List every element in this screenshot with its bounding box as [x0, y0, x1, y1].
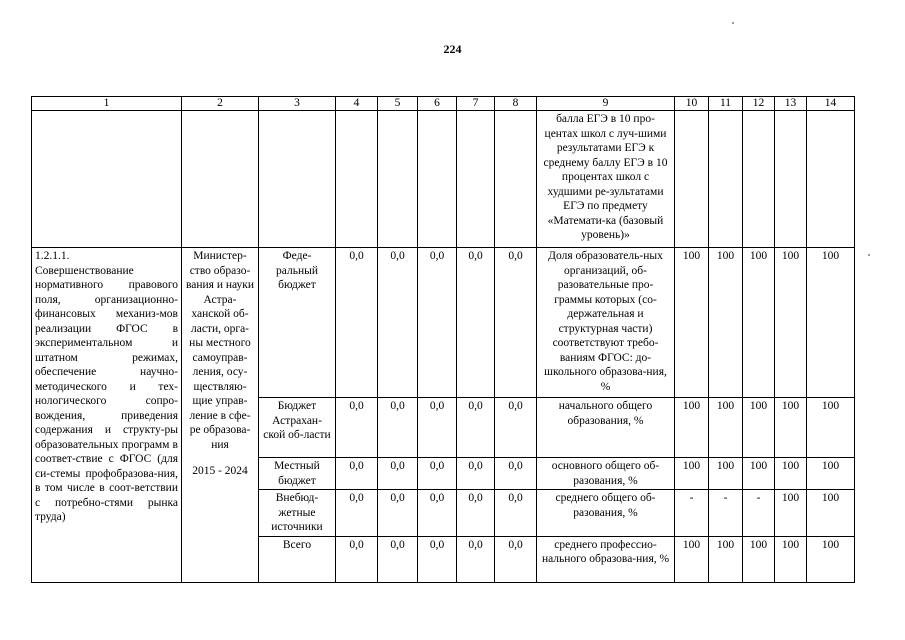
- measure-code: 1.2.1.1.: [35, 250, 70, 262]
- value-cell: 0,0: [495, 490, 537, 537]
- header-cell: 11: [709, 97, 743, 111]
- value-cell: 0,0: [457, 248, 495, 398]
- value-cell: 0,0: [336, 536, 378, 582]
- header-cell: 12: [743, 97, 775, 111]
- header-cell: 14: [807, 97, 855, 111]
- value-cell: 0,0: [495, 458, 537, 490]
- funding-source: Феде-ральный бюджет: [259, 248, 336, 398]
- value-cell: 0,0: [378, 248, 418, 398]
- value-cell: 0,0: [378, 458, 418, 490]
- target-cell: 100: [807, 490, 855, 537]
- empty-cell: [675, 111, 709, 248]
- funding-source: Внебюд-жетные источники: [259, 490, 336, 537]
- target-cell: -: [675, 490, 709, 537]
- header-cell: 1: [32, 97, 182, 111]
- indicator-cell: начального общего образования, %: [537, 398, 675, 458]
- header-cell: 3: [259, 97, 336, 111]
- value-cell: 0,0: [457, 458, 495, 490]
- value-cell: 0,0: [336, 398, 378, 458]
- years-text: 2015 - 2024: [192, 465, 248, 477]
- scan-speck: [732, 22, 734, 24]
- value-cell: 0,0: [378, 490, 418, 537]
- target-cell: 100: [775, 536, 807, 582]
- measure-cell: [32, 248, 182, 583]
- target-cell: 100: [743, 458, 775, 490]
- empty-cell: [775, 111, 807, 248]
- funding-source: Всего: [259, 536, 336, 582]
- target-cell: 100: [743, 248, 775, 398]
- value-cell: 0,0: [418, 536, 457, 582]
- value-cell: 0,0: [457, 536, 495, 582]
- value-cell: 0,0: [378, 398, 418, 458]
- continuation-row: [32, 111, 855, 248]
- target-cell: 100: [775, 398, 807, 458]
- target-cell: 100: [675, 398, 709, 458]
- measure-title: Совершенствование нормативного правового поля, организационно-финансовых механиз-мов реализации ФГОС в экспериментальном и штатном режимах, обеспечение научно-методического и тех-нологического сопро-вождения, приведения содержания и структу-ры образовательных программ в соответ-ствие с ФГОС (для си-стемы профобразова-ния, в том числе в соот-ветствии с потребно-стями рынка труда): [35, 264, 178, 523]
- header-cell: 8: [495, 97, 537, 111]
- program-table: [31, 96, 855, 583]
- header-cell: 5: [378, 97, 418, 111]
- scan-speck: [868, 254, 870, 256]
- target-cell: 100: [743, 398, 775, 458]
- empty-cell: [182, 111, 259, 248]
- empty-cell: [418, 111, 457, 248]
- funding-source: Бюджет Астрахан-ской об-ласти: [259, 398, 336, 458]
- value-cell: 0,0: [418, 490, 457, 537]
- target-cell: 100: [709, 536, 743, 582]
- empty-cell: [709, 111, 743, 248]
- empty-cell: [743, 111, 775, 248]
- target-cell: 100: [743, 536, 775, 582]
- header-row: [32, 97, 855, 111]
- executor-text: Министер-ство образо-вания и науки Астра-ханской об-ласти, орга-ны местного самоуправ-ления, осу-ществляю-щие управ-ление в сфе-ре образова-ния: [185, 250, 255, 451]
- value-cell: 0,0: [336, 248, 378, 398]
- data-row-federal: [32, 248, 855, 398]
- target-cell: -: [743, 490, 775, 537]
- empty-cell: [32, 111, 182, 248]
- target-cell: 100: [709, 398, 743, 458]
- target-cell: 100: [775, 458, 807, 490]
- target-cell: 100: [807, 536, 855, 582]
- indicator-continuation: балла ЕГЭ в 10 про-центах школ с луч-шими результатами ЕГЭ к среднему баллу ЕГЭ в 10 процентах школ с худшими ре-зультатами ЕГЭ по предмету «Математи-ка (базовый уровень)»: [537, 111, 675, 248]
- target-cell: 100: [775, 490, 807, 537]
- empty-cell: [807, 111, 855, 248]
- value-cell: 0,0: [495, 536, 537, 582]
- empty-cell: [378, 111, 418, 248]
- empty-cell: [259, 111, 336, 248]
- value-cell: 0,0: [418, 248, 457, 398]
- empty-cell: [457, 111, 495, 248]
- value-cell: 0,0: [457, 398, 495, 458]
- value-cell: 0,0: [457, 490, 495, 537]
- executor-cell: [182, 248, 259, 583]
- value-cell: 0,0: [378, 536, 418, 582]
- value-cell: 0,0: [495, 248, 537, 398]
- empty-cell: [495, 111, 537, 248]
- funding-source: Местный бюджет: [259, 458, 336, 490]
- value-cell: 0,0: [495, 398, 537, 458]
- target-cell: 100: [709, 248, 743, 398]
- header-cell: 4: [336, 97, 378, 111]
- target-cell: 100: [807, 248, 855, 398]
- value-cell: 0,0: [336, 490, 378, 537]
- indicator-cell: основного общего об-разования, %: [537, 458, 675, 490]
- target-cell: 100: [775, 248, 807, 398]
- page-number: 224: [443, 42, 462, 56]
- header-cell: 13: [775, 97, 807, 111]
- target-cell: 100: [807, 458, 855, 490]
- indicator-cell: среднего общего об-разования, %: [537, 490, 675, 537]
- header-cell: 6: [418, 97, 457, 111]
- target-cell: 100: [675, 458, 709, 490]
- header-cell: 9: [537, 97, 675, 111]
- header-cell: 2: [182, 97, 259, 111]
- header-cell: 10: [675, 97, 709, 111]
- indicator-cell: Доля образователь-ных организаций, об-разовательные про-граммы которых (со-держательная и структурная части) соответствуют требо-ваниям ФГОС: до-школьного образова-ния, %: [537, 248, 675, 398]
- value-cell: 0,0: [418, 458, 457, 490]
- value-cell: 0,0: [336, 458, 378, 490]
- empty-cell: [336, 111, 378, 248]
- header-cell: 7: [457, 97, 495, 111]
- target-cell: 100: [675, 536, 709, 582]
- indicator-cell: среднего профессио-нального образова-ния, %: [537, 536, 675, 582]
- target-cell: 100: [807, 398, 855, 458]
- target-cell: 100: [675, 248, 709, 398]
- value-cell: 0,0: [418, 398, 457, 458]
- target-cell: 100: [709, 458, 743, 490]
- target-cell: -: [709, 490, 743, 537]
